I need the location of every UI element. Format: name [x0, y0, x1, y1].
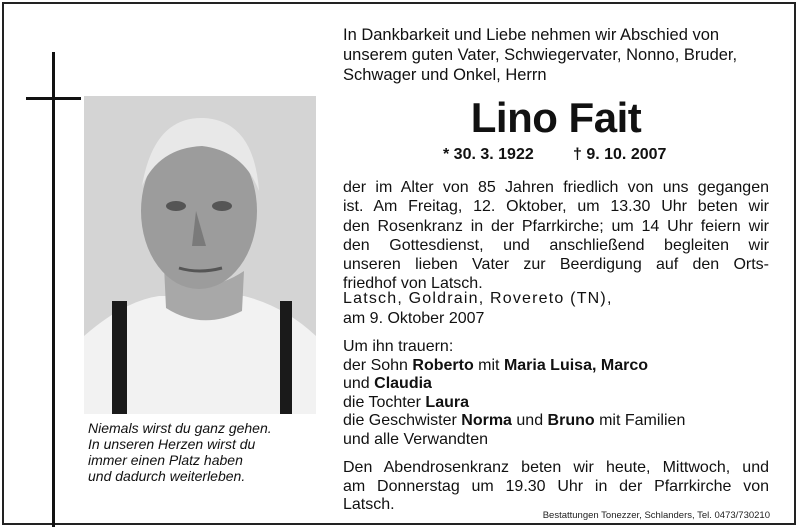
mourner-line: die Geschwister Norma und Bruno mit Familien: [343, 412, 686, 430]
mourner-line: die Tochter Laura: [343, 393, 469, 411]
body-line: ist. Am Freitag, 12. Oktober, um 13.30 Uhr beten wir: [343, 198, 769, 216]
body-line: den Gottesdienst, und anschließend begleiten wir: [343, 236, 769, 254]
intro-line: In Dankbarkeit und Liebe nehmen wir Abschied von: [343, 26, 720, 44]
mourner-line: und alle Verwandten: [343, 430, 488, 448]
cross-horizontal-bar: [26, 97, 81, 100]
portrait-photo: [84, 96, 316, 414]
cross-vertical-bar: [52, 52, 55, 527]
memorial-caption: [88, 420, 318, 484]
caption-line: Niemals wirst du ganz gehen.: [88, 420, 272, 436]
caption-line: In unseren Herzen wirst du: [88, 436, 256, 452]
intro-line: Schwager und Onkel, Herrn: [343, 66, 547, 84]
mourners-heading: Um ihn trauern:: [343, 338, 454, 355]
caption-line: immer einen Platz haben: [88, 452, 243, 468]
notice-date: am 9. Oktober 2007: [343, 310, 485, 327]
mourner-line: und Claudia: [343, 375, 432, 393]
funeral-details: [343, 178, 769, 294]
body-line: unseren lieben Vater zur Beerdigung auf den Orts-: [343, 256, 769, 274]
body-line: friedhof von Latsch.: [343, 275, 483, 293]
closing-line: Den Abendrosenkranz beten wir heute, Mittwoch, und: [343, 459, 769, 476]
rosary-notice: [343, 459, 769, 515]
body-line: den Rosenkranz in der Pfarrkirche; um 14 Uhr feiern wir: [343, 217, 769, 235]
mourners-list: [343, 338, 769, 450]
birth-date: * 30. 3. 1922: [443, 146, 534, 163]
deceased-name: Lino Fait: [470, 94, 642, 141]
funeral-home-credit: Bestattungen Tonezzer, Schlanders, Tel. 0473/730210: [542, 510, 770, 521]
death-date: † 9. 10. 2007: [573, 146, 667, 163]
place-and-date: [343, 289, 769, 329]
towns: Latsch, Goldrain, Rovereto (TN),: [343, 290, 613, 307]
closing-line: Latsch.: [343, 496, 395, 514]
body-line: der im Alter von 85 Jahren friedlich von uns gegangen: [343, 179, 769, 196]
caption-line: und dadurch weiterleben.: [88, 468, 246, 484]
intro-text: [343, 25, 769, 85]
intro-line: unserem guten Vater, Schwiegervater, Nonno, Bruder,: [343, 46, 738, 64]
closing-line: am Donnerstag um 19.30 Uhr in der Pfarrkirche von: [343, 477, 769, 495]
mourner-line: der Sohn Roberto mit Maria Luisa, Marco: [343, 356, 648, 374]
